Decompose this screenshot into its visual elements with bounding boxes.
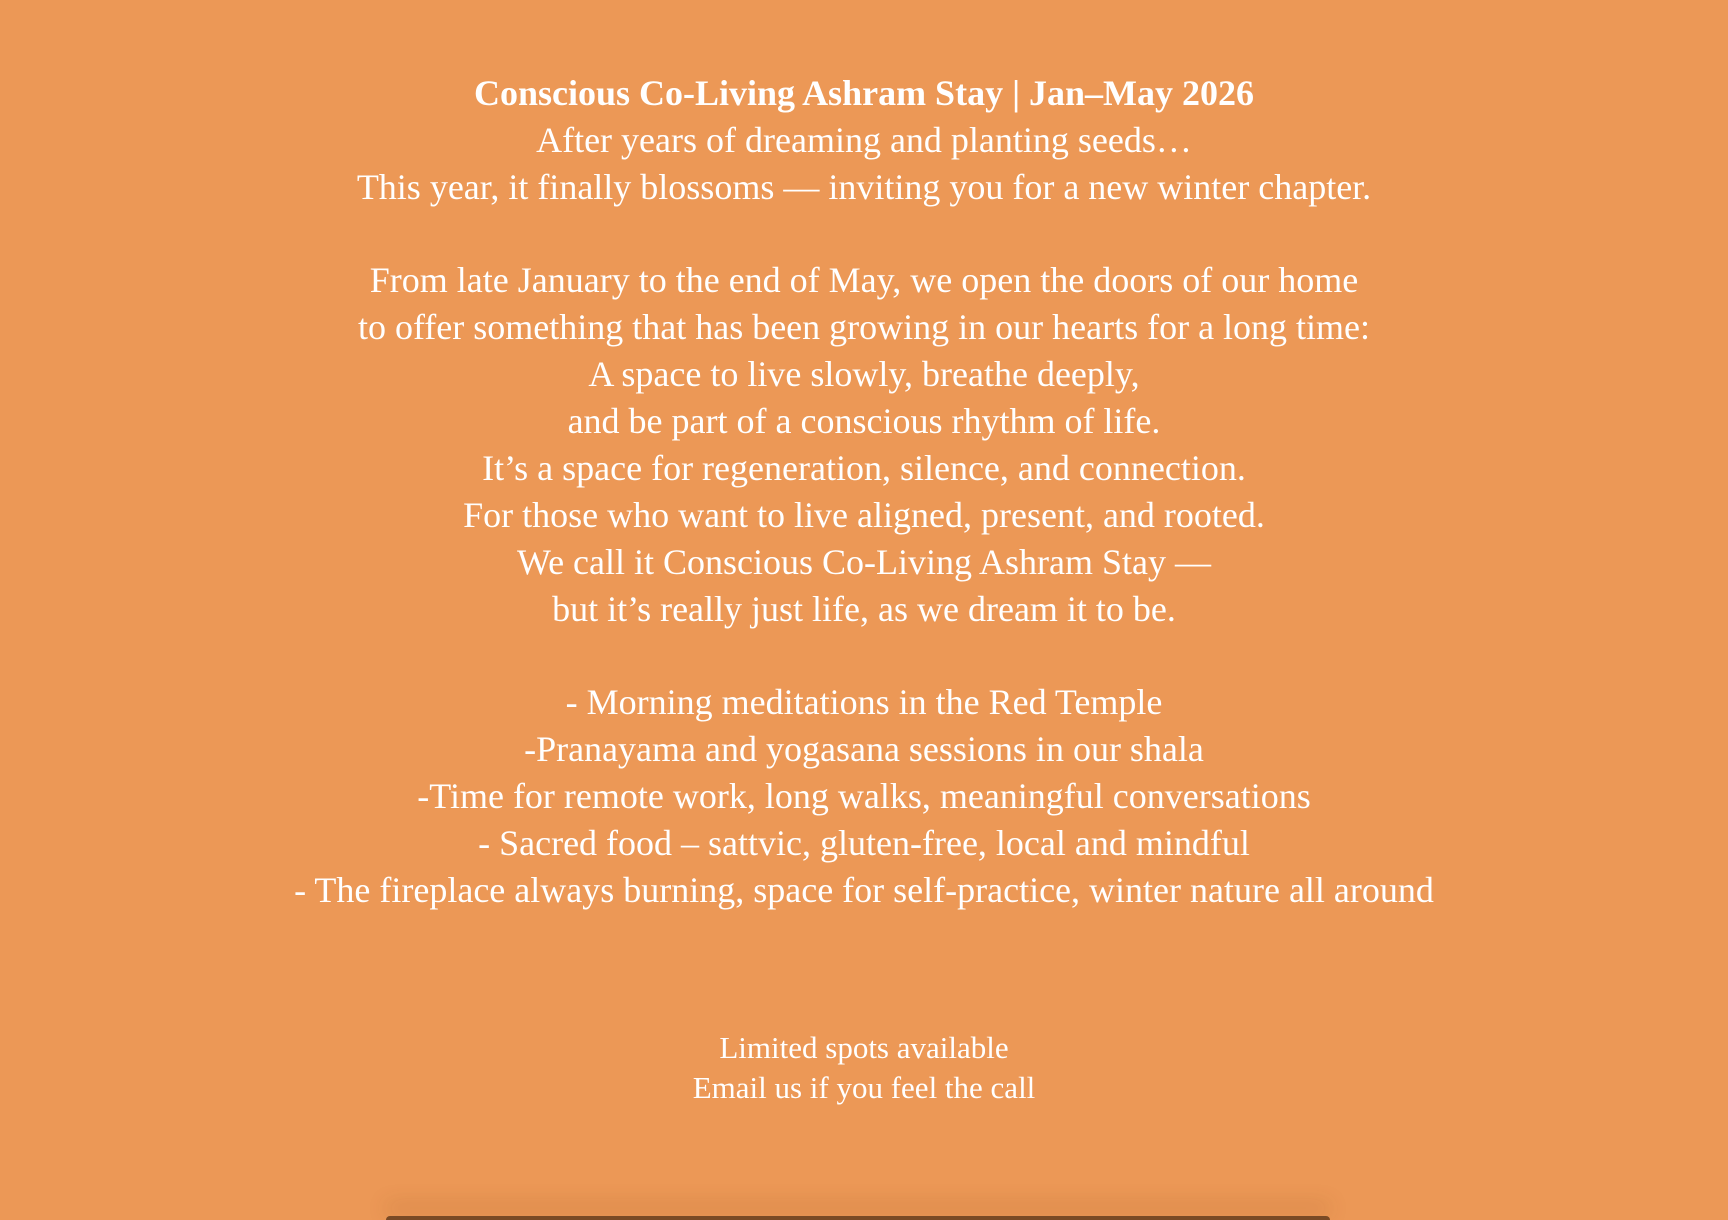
paragraph-spacer [0,633,1728,679]
announcement-content [0,70,1728,914]
call-to-action-text: Email us if you feel the call [692,1070,1036,1105]
body-line: For those who want to live aligned, present, and rooted. [463,495,1265,535]
offering-item: -Pranayama and yogasana sessions in our shala [524,729,1204,769]
body-line: We call it Conscious Co-Living Ashram Stay — [516,542,1212,582]
intro-line: This year, it finally blossoms — inviting you for a new winter chapter. [356,167,1372,207]
body-line: It’s a space for regeneration, silence, and connection. [482,448,1246,488]
body-line: A space to live slowly, breathe deeply, [588,354,1140,394]
body-line: but it’s really just life, as we dream it to be. [552,589,1176,629]
offering-item: - Morning meditations in the Red Temple [565,682,1163,722]
paragraph-spacer [0,211,1728,257]
page-title: Conscious Co-Living Ashram Stay | Jan–May 2026 [473,73,1254,113]
offering-item: - The fireplace always burning, space for self-practice, winter nature all around [294,870,1434,910]
body-line: to offer something that has been growing in our hearts for a long time: [357,307,1371,347]
bottom-edge-divider [386,1216,1330,1220]
availability-text: Limited spots available [719,1030,1009,1065]
intro-line: After years of dreaming and planting seeds… [536,120,1192,160]
footer-note [0,1028,1728,1108]
body-line: From late January to the end of May, we open the doors of our home [369,260,1359,300]
offering-item: - Sacred food – sattvic, gluten-free, local and mindful [478,823,1250,863]
offering-item: -Time for remote work, long walks, meaningful conversations [417,776,1311,816]
body-line: and be part of a conscious rhythm of life. [567,401,1161,441]
